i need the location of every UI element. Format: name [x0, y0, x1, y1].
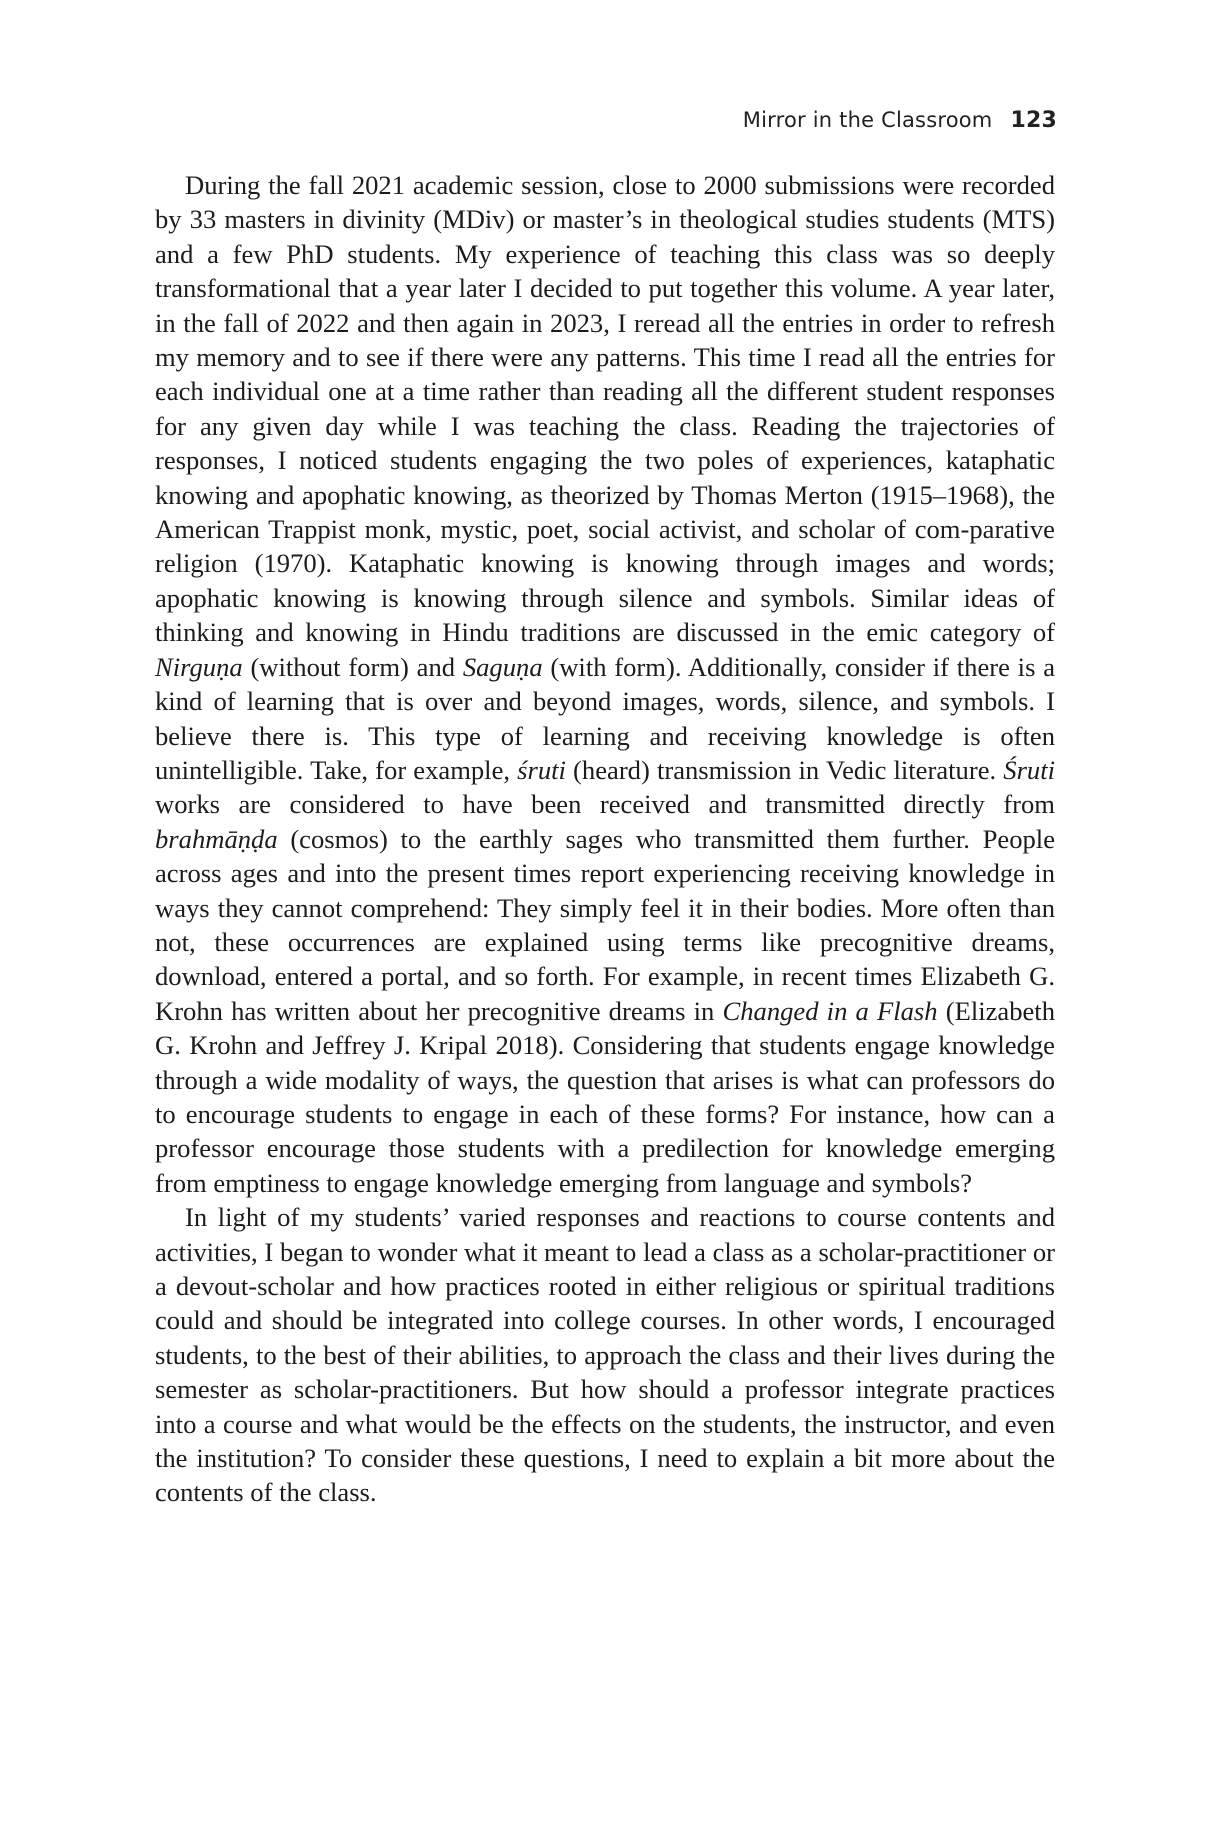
term-nirguna: Nirguṇa	[155, 651, 243, 682]
running-header	[743, 108, 1057, 133]
term-sruti-capitalized: Śruti	[1003, 754, 1055, 785]
page-number: 123	[1010, 108, 1057, 133]
term-saguna: Saguṇa	[462, 651, 543, 682]
paragraph-1-text-6: (cosmos) to the earthly sages who transmitted them further. People across ages and into the present times report experiencing receiving knowledge in ways they cannot comprehend: They simply feel it in their bodies. More often than not, these occurrences are explained using terms like precognitive dreams, download, entered a portal, and so forth. For example, in recent times Elizabeth G. Krohn has written about her precognitive dreams in	[155, 823, 1055, 1026]
body-text	[155, 168, 1055, 1510]
paragraph-1-text-5: works are considered to have been received and transmitted directly from	[155, 789, 1055, 820]
term-sruti: śruti	[517, 754, 566, 785]
term-brahmanda: brahmāṇḍa	[155, 823, 278, 854]
paragraph-1	[155, 168, 1055, 1200]
paragraph-1-text-3: (with form). Additionally, consider if there is a kind of learning that is over and beyond images, words, silence, and symbols. I believe there is. This type of learning and receiving knowledge is often unintelligible. Take, for example,	[155, 651, 1055, 785]
paragraph-2: In light of my students’ varied responses and reactions to course contents and activities, I began to wonder what it meant to lead a class as a scholar-practitioner or a devout-scholar and how practices rooted in either religious or spiritual traditions could and should be integrated into college courses. In other words, I encouraged students, to the best of their abilities, to approach the class and their lives during the semester as scholar-practitioners. But how should a professor integrate practices into a course and what would be the effects on the students, the instructor, and even the institution? To consider these questions, I need to explain a bit more about the contents of the class.	[155, 1202, 1055, 1508]
paragraph-1-text-7: (Elizabeth G. Krohn and Jeffrey J. Kripal 2018). Considering that students engage knowledge through a wide modality of ways, the question that arises is what can professors do to encourage students to engage in each of these forms? For instance, how can a professor encourage those students with a predilection for knowledge emerging from emptiness to engage knowledge emerging from language and symbols?	[155, 995, 1055, 1198]
paragraph-1-text-2: (without form) and	[242, 651, 463, 682]
paragraph-1-text-1: During the fall 2021 academic session, close to 2000 submissions were recorded by 33 masters in divinity (MDiv) or master’s in theological studies students (MTS) and a few PhD students. My experience of teaching this class was so deeply transformational that a year later I decided to put together this volume. A year later, in the fall of 2022 and then again in 2023, I reread all the entries in order to refresh my memory and to see if there were any patterns. This time I read all the entries for each individual one at a time rather than reading all the different student responses for any given day while I was teaching the class. Reading the trajectories of responses, I noticed students engaging the two poles of experiences, kataphatic knowing and apophatic knowing, as theorized by Thomas Merton (1915–1968), the American Trappist monk, mystic, poet, social activist, and scholar of com-parative religion (1970). Kataphatic knowing is knowing through images and words; apophatic knowing is knowing through silence and symbols. Similar ideas of thinking and knowing in Hindu traditions are discussed in the emic category of	[155, 170, 1055, 648]
running-title: Mirror in the Classroom	[742, 108, 993, 132]
paragraph-1-text-4: (heard) transmission in Vedic literature.	[565, 754, 1004, 785]
book-title: Changed in a Flash	[722, 995, 938, 1026]
